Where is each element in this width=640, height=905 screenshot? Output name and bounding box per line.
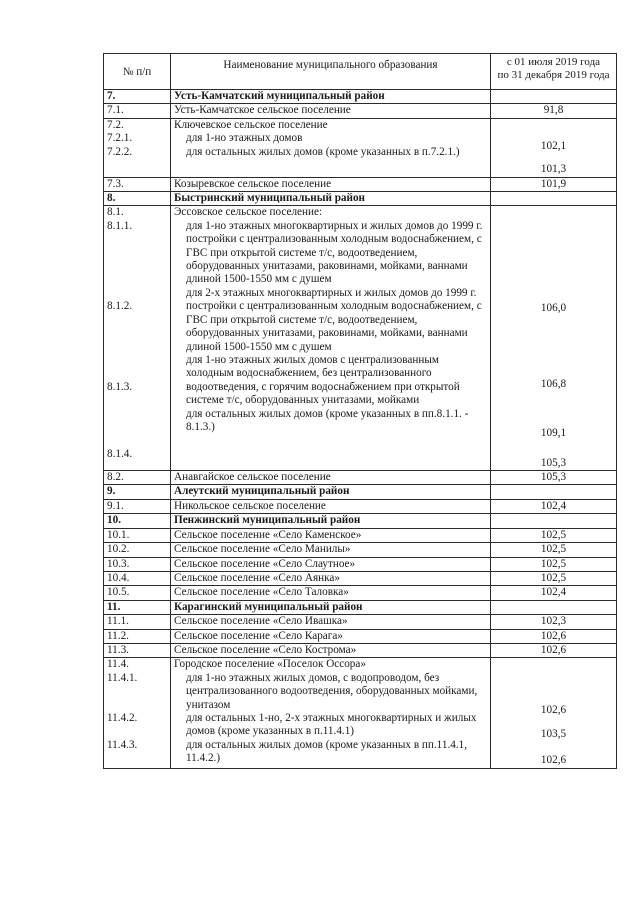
section-title: Карагинский муниципальный район [171, 600, 491, 614]
row-name: Сельское поселение «Село Кострома» [171, 643, 491, 657]
table-row [104, 177, 617, 191]
row-value: 91,8 [491, 104, 617, 118]
section-row [104, 485, 617, 499]
row-num: 10.4. [104, 571, 171, 585]
header-period [491, 54, 617, 90]
row-num: 10.1. [104, 528, 171, 542]
row-num: 8.2. [104, 471, 171, 485]
row-name: Сельское поселение «Село Аянка» [171, 571, 491, 585]
row-num: 10.5. [104, 586, 171, 600]
row-num: 10.2. [104, 543, 171, 557]
table-row [104, 528, 617, 542]
row-num: 11.3. [104, 643, 171, 657]
row-value: 102,5 [491, 571, 617, 585]
table-row [104, 586, 617, 600]
table-row [104, 658, 617, 768]
row-num: 7.1. [104, 104, 171, 118]
table-row [104, 571, 617, 585]
section-row [104, 514, 617, 528]
row-value: 102,5 [491, 557, 617, 571]
row-value: 102,4 [491, 499, 617, 513]
table-row [104, 643, 617, 657]
row-name: Сельское поселение «Село Таловка» [171, 586, 491, 600]
table-row [104, 206, 617, 471]
row-name-group: Ключевское сельское поселение для 1-но этажных домов для остальных жилых домов (кроме указанных в п.7.2.1.) [171, 118, 491, 177]
row-num: 7.3. [104, 177, 171, 191]
row-name-group: Эссовское сельское поселение: для 1-но этажных многоквартирных и жилых домов до 1999 г. постройки с централизованным холодным водоснабжением, с ГВС при открытой системе т/с, водоотведением, оборудованных унитазами, раковинами, мойками, ваннами длиной 1500-1550 мм с душем для 2-х этажных многоквартирных и жилых домов до 1999 г. постройки с централизованным холодным водоснабжением, с ГВС при открытой системе т/с, водоотведением, оборудованных унитазами, раковинами, мойками, ваннами длиной 1500-1550 мм с душем для 1-но этажных жилых домов с централизованным холодным водоснабжением, без централизованного водоотведения, с горячим водоснабжением при открытой системе т/с, оборудованных унитазами, мойками для остальных жилых домов (кроме указанных в пп.8.1.1. - 8.1.3.) [171, 206, 491, 471]
table-row [104, 118, 617, 177]
row-name: Сельское поселение «Село Карага» [171, 629, 491, 643]
section-title: Усть-Камчатский муниципальный район [171, 90, 491, 104]
section-row [104, 192, 617, 206]
section-row [104, 90, 617, 104]
row-num: 10. [104, 514, 171, 528]
row-value: 102,5 [491, 543, 617, 557]
section-title: Быстринский муниципальный район [171, 192, 491, 206]
row-num: 9. [104, 485, 171, 499]
row-value: 102,6 [491, 643, 617, 657]
table-row [104, 543, 617, 557]
row-num: 11.1. [104, 615, 171, 629]
row-value: 102,3 [491, 615, 617, 629]
header-period-line2: по 31 декабря 2019 года [497, 69, 610, 81]
row-num-group: 11.4. 11.4.1. 11.4.2. 11.4.3. [104, 658, 171, 768]
section-title: Пенжинский муниципальный район [171, 514, 491, 528]
row-num: 9.1. [104, 499, 171, 513]
row-name: Сельское поселение «Село Ивашка» [171, 615, 491, 629]
section-title: Алеутский муниципальный район [171, 485, 491, 499]
row-value: 105,3 [491, 471, 617, 485]
row-num: 8. [104, 192, 171, 206]
table-row [104, 615, 617, 629]
row-value: 101,9 [491, 177, 617, 191]
header-num: № п/п [104, 54, 171, 90]
tariff-table [103, 53, 617, 769]
header-period-line1: с 01 июля 2019 года [506, 56, 601, 68]
row-num: 11. [104, 600, 171, 614]
row-num: 11.2. [104, 629, 171, 643]
table-row [104, 499, 617, 513]
row-value: 102,6 [491, 629, 617, 643]
row-num-group: 7.2. 7.2.1. 7.2.2. [104, 118, 171, 177]
row-name: Сельское поселение «Село Каменское» [171, 528, 491, 542]
row-name: Козыревское сельское поселение [171, 177, 491, 191]
table-row [104, 629, 617, 643]
row-values: 106,0 106,8 109,1 105,3 [491, 206, 617, 471]
row-name: Сельское поселение «Село Манилы» [171, 543, 491, 557]
row-value: 102,4 [491, 586, 617, 600]
row-value: 102,5 [491, 528, 617, 542]
row-name: Усть-Камчатское сельское поселение [171, 104, 491, 118]
row-num: 7. [104, 90, 171, 104]
row-num-group: 8.1. 8.1.1. 8.1.2. 8.1.3. 8.1.4. [104, 206, 171, 471]
row-values: 102,6 103,5 102,6 [491, 658, 617, 768]
row-name: Анавгайское сельское поселение [171, 471, 491, 485]
row-name: Никольское сельское поселение [171, 499, 491, 513]
header-name: Наименование муниципального образования [171, 54, 491, 90]
table-row [104, 471, 617, 485]
row-name-group: Городское поселение «Поселок Оссора» для 1-но этажных жилых домов, с водопроводом, без централизованного водоотведения, оборудованных мойками, унитазом для остальных 1-но, 2-х этажных многоквартирных и жилых домов (кроме указанных в п.11.4.1) для остальных жилых домов (кроме указанных в пп.11.4.1, 11.4.2.) [171, 658, 491, 768]
table-row [104, 104, 617, 118]
section-row [104, 600, 617, 614]
header-row [104, 54, 617, 90]
row-name: Сельское поселение «Село Слаутное» [171, 557, 491, 571]
row-num: 10.3. [104, 557, 171, 571]
table-row [104, 557, 617, 571]
row-values: 102,1 101,3 [491, 118, 617, 177]
